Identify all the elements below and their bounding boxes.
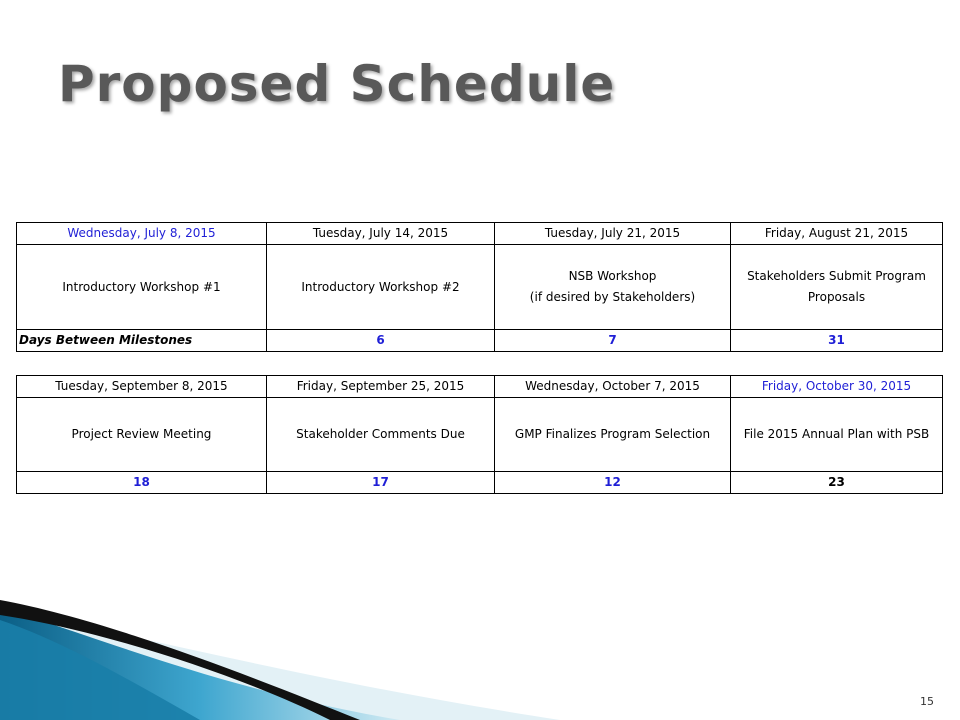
slide-title: Proposed Schedule	[58, 55, 616, 113]
date-cell: Wednesday, July 8, 2015	[17, 223, 267, 245]
date-cell: Tuesday, September 8, 2015	[17, 376, 267, 398]
date-row	[17, 376, 943, 398]
days-row	[17, 330, 943, 352]
date-cell: Friday, August 21, 2015	[731, 223, 943, 245]
days-cell: 31	[731, 330, 943, 352]
days-cell: 17	[267, 472, 495, 494]
days-between-label: Days Between Milestones	[17, 330, 267, 352]
decorative-wave	[0, 580, 960, 720]
schedule-table-2	[16, 375, 943, 494]
days-cell: 7	[495, 330, 731, 352]
event-row	[17, 245, 943, 330]
date-row	[17, 223, 943, 245]
event-cell: Stakeholders Submit Program Proposals	[731, 245, 943, 330]
days-cell: 12	[495, 472, 731, 494]
schedule-table-1	[16, 222, 943, 352]
date-cell: Wednesday, October 7, 2015	[495, 376, 731, 398]
event-row	[17, 398, 943, 472]
days-cell: 23	[731, 472, 943, 494]
date-cell: Tuesday, July 14, 2015	[267, 223, 495, 245]
days-cell: 18	[17, 472, 267, 494]
days-cell: 6	[267, 330, 495, 352]
date-cell: Friday, September 25, 2015	[267, 376, 495, 398]
event-cell: Introductory Workshop #1	[17, 245, 267, 330]
event-cell: Introductory Workshop #2	[267, 245, 495, 330]
event-cell: NSB Workshop (if desired by Stakeholders)	[495, 245, 731, 330]
date-cell: Friday, October 30, 2015	[731, 376, 943, 398]
date-cell: Tuesday, July 21, 2015	[495, 223, 731, 245]
event-cell: Stakeholder Comments Due	[267, 398, 495, 472]
page-number: 15	[920, 695, 934, 708]
event-cell: Project Review Meeting	[17, 398, 267, 472]
days-row	[17, 472, 943, 494]
event-cell: GMP Finalizes Program Selection	[495, 398, 731, 472]
event-cell: File 2015 Annual Plan with PSB	[731, 398, 943, 472]
